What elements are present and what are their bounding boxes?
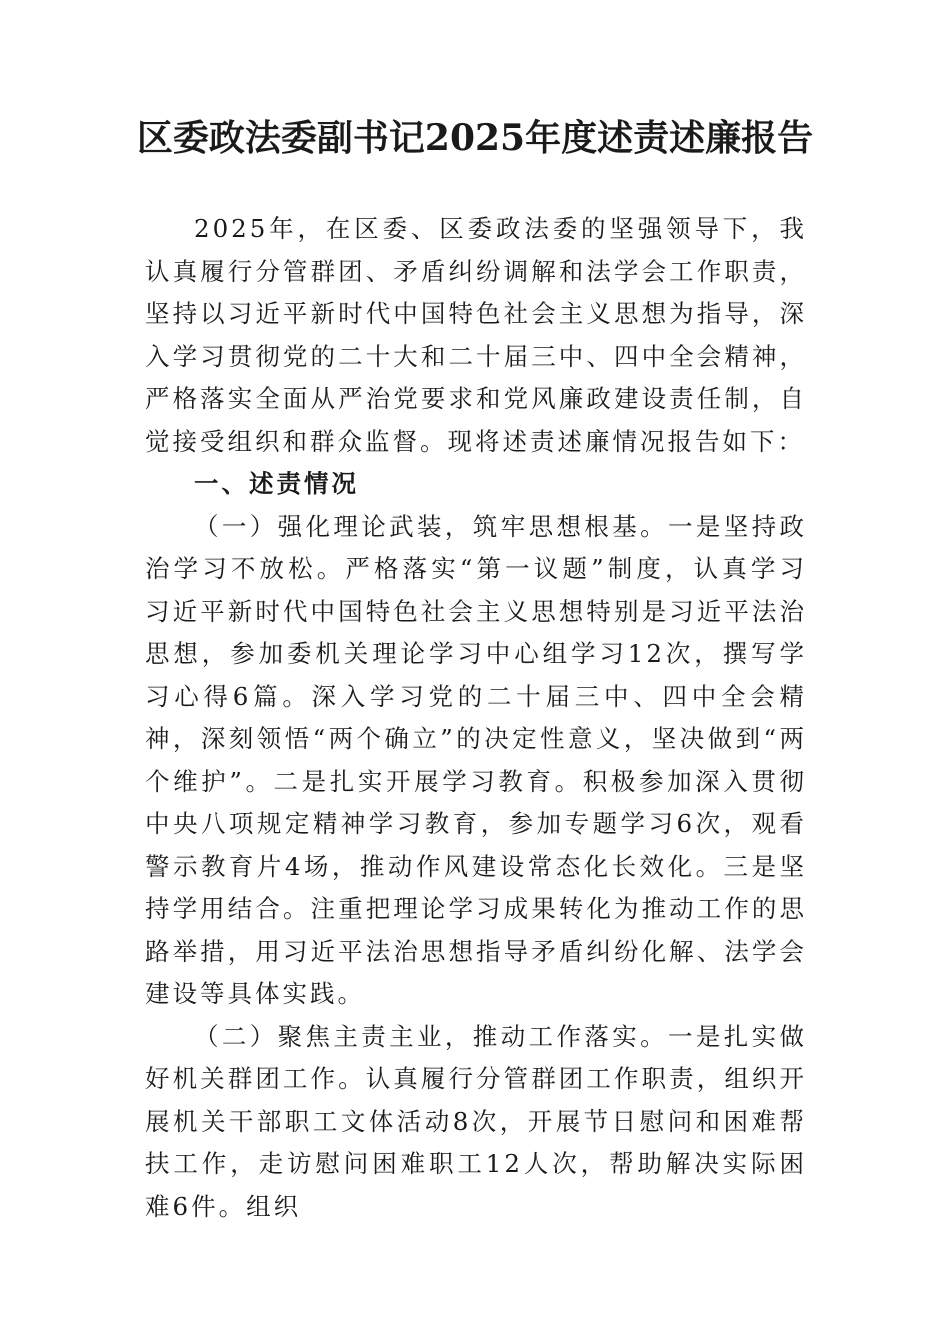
section-heading-responsibility: 一、述责情况	[194, 469, 359, 498]
intro-paragraph: 2025年，在区委、区委政法委的坚强领导下，我认真履行分管群团、矛盾纠纷调解和法学会工作职责，坚持以习近平新时代中国特色社会主义思想为指导，深入学习贯彻党的二十大和二十届三中、四中全会精神，严格落实全面从严治党要求和党风廉政建设责任制，自觉接受组织和群众监督。现将述责述廉情况报告如下：	[145, 214, 807, 456]
document-body	[145, 208, 807, 1228]
document-title: 区委政法委副书记2025年度述责述廉报告	[136, 117, 814, 159]
paragraph-main-duties: （二）聚焦主责主业，推动工作落实。一是扎实做好机关群团工作。认真履行分管群团工作职责，组织开展机关干部职工文体活动8次，开展节日慰问和困难帮扶工作，走访慰问困难职工12人次，帮助解决实际困难6件。组织	[145, 1021, 807, 1221]
paragraph-theory-study: （一）强化理论武装，筑牢思想根基。一是坚持政治学习不放松。严格落实“第一议题”制度，认真学习习近平新时代中国特色社会主义思想特别是习近平法治思想，参加委机关理论学习中心组学习12次，撰写学习心得6篇。深入学习党的二十届三中、四中全会精神，深刻领悟“两个确立”的决定性意义，坚决做到“两个维护”。二是扎实开展学习教育。积极参加深入贯彻中央八项规定精神学习教育，参加专题学习6次，观看警示教育片4场，推动作风建设常态化长效化。三是坚持学用结合。注重把理论学习成果转化为推动工作的思路举措，用习近平法治思想指导矛盾纠纷化解、法学会建设等具体实践。	[145, 511, 807, 1008]
